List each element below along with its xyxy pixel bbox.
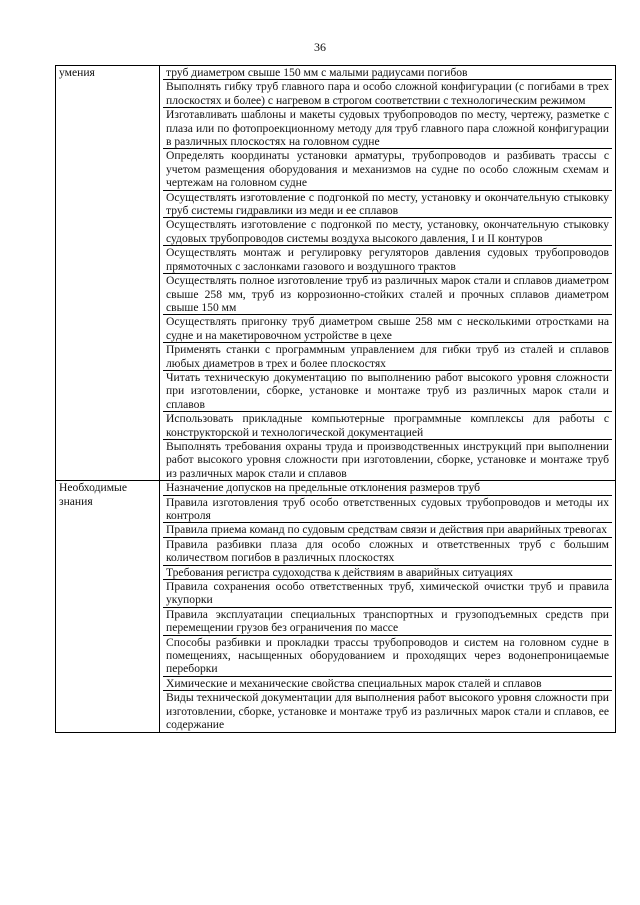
list-item: Изготавливать шаблоны и макеты судовых трубопроводов по месту, чертежу, разметке с плаза или по фотопроекционному методу для труб главного пара сложной конфигурации в различных плоскостях на головном судне bbox=[163, 108, 612, 149]
list-item: Осуществлять монтаж и регулировку регуляторов давления судовых трубопроводов прямоточных с заслонками газового и воздушного трактов bbox=[163, 246, 612, 274]
list-item: Правила изготовления труб особо ответственных судовых трубопроводов и методы их контроля bbox=[163, 496, 612, 524]
list-item: Осуществлять изготовление с подгонкой по месту, установку и окончательную стыковку труб системы гидравлики из меди и ее сплавов bbox=[163, 191, 612, 219]
section-label-knowledge: Необходимые знания bbox=[56, 481, 160, 732]
list-item: Правила приема команд по судовым средствам связи и действия при аварийных тревогах bbox=[163, 523, 612, 537]
list-item: Использовать прикладные компьютерные программные комплексы для работы с конструкторской и технологической документацией bbox=[163, 412, 612, 440]
list-item: труб диаметром свыше 150 мм с малыми радиусами погибов bbox=[163, 66, 612, 80]
list-item: Осуществлять пригонку труб диаметром свыше 258 мм с несколькими отростками на судне и на макетировочном устройстве в цехе bbox=[163, 315, 612, 343]
list-item: Осуществлять изготовление с подгонкой по месту, установку, окончательную стыковку судовых трубопроводов системы воздуха высокого давления, I и II контуров bbox=[163, 218, 612, 246]
list-item: Назначение допусков на предельные отклонения размеров труб bbox=[163, 481, 612, 495]
list-item: Требования регистра судоходства к действиям в аварийных ситуациях bbox=[163, 566, 612, 580]
list-item: Выполнять гибку труб главного пара и особо сложной конфигурации (с погибами в трех плоскостях и более) с нагревом в строгом соответствии с технологическим режимом bbox=[163, 80, 612, 108]
list-item: Читать техническую документацию по выполнению работ высокого уровня сложности при изготовлении, сборке, установке и монтаже труб из различных марок стали и сплавов bbox=[163, 371, 612, 412]
table-row bbox=[56, 481, 616, 732]
list-item: Осуществлять полное изготовление труб из различных марок стали и сплавов диаметром свыше 258 мм, труб из коррозионно-стойких сталей и прочных сплавов диаметром свыше 150 мм bbox=[163, 274, 612, 315]
list-item: Применять станки с программным управлением для гибки труб из сталей и сплавов любых диаметров в трех и более плоскостях bbox=[163, 343, 612, 371]
list-item: Способы разбивки и прокладки трассы трубопроводов и систем на головном судне в помещениях, насыщенных оборудованием и проходящих через водонепроницаемые переборки bbox=[163, 636, 612, 677]
list-item: Определять координаты установки арматуры, трубопроводов и разбивать трассы с учетом размещения оборудования и механизмов на судне по особо сложным схемам и чертежам на головном судне bbox=[163, 149, 612, 190]
table-row bbox=[56, 66, 616, 481]
requirements-table bbox=[55, 65, 616, 733]
list-item: Правила сохранения особо ответственных труб, химической очистки труб и правила укупорки bbox=[163, 580, 612, 608]
section-label-skills: умения bbox=[56, 66, 160, 481]
list-item: Выполнять требования охраны труда и производственных инструкций при выполнении работ высокого уровня сложности при изготовлении, сборке, установке и монтаже труб из различных марок стали и сплавов bbox=[166, 439, 609, 480]
page-number: 36 bbox=[314, 40, 326, 54]
section-items-knowledge bbox=[160, 481, 616, 732]
list-item: Химические и механические свойства специальных марок сталей и сплавов bbox=[163, 677, 612, 691]
list-item: Виды технической документации для выполнения работ высокого уровня сложности при изготовлении, сборке, установке и монтаже труб из различных марок стали и сплавов, ее содержание bbox=[166, 691, 609, 732]
list-item: Правила разбивки плаза для особо сложных и ответственных труб с большим количеством погибов в различных плоскостях bbox=[163, 538, 612, 566]
list-item: Правила эксплуатации специальных транспортных и грузоподъемных средств при перемещении грузов без ограничения по массе bbox=[163, 608, 612, 636]
section-items-skills bbox=[160, 66, 616, 481]
